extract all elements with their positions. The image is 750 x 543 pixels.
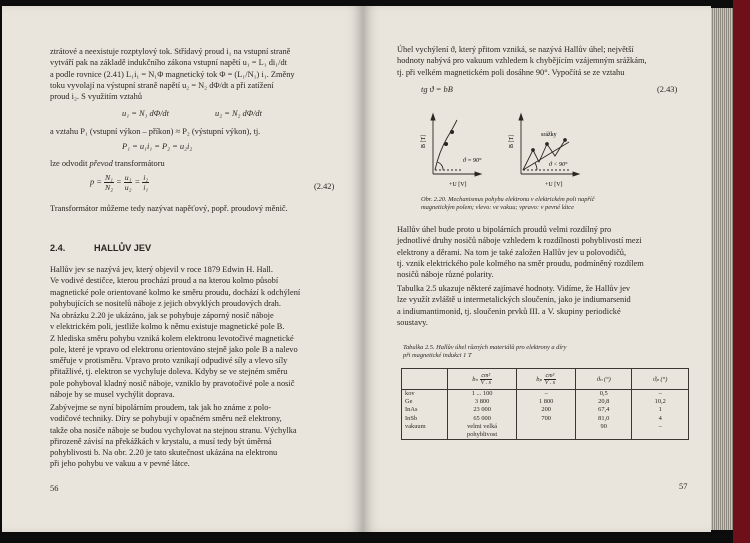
figure-caption (421, 196, 691, 213)
cell-theta-p: 4 (658, 414, 662, 422)
caption-line: Tabulka 2.5. Hallův úhel různých materiálů pro elektrony a díry (403, 344, 567, 351)
header-bp (517, 369, 576, 390)
caption-line: Obr. 2.20. Mechanismus pohybu elektronu v elektrickém poli napříč (421, 196, 595, 203)
electron-dot (444, 142, 447, 145)
text-line: při jeho pohybu ve vakuu a v pevné látce. (50, 459, 190, 469)
cell-theta-p: 10,2 (654, 398, 666, 406)
text-line: hodnoty nabývá pro vakuum vzhledem k chybějícím vzájemným srážkám, (397, 56, 647, 66)
text-line (50, 158, 346, 169)
text-line: Hallův jev se nazývá jev, který objevil v roce 1879 Edwin H. Hall. (50, 265, 273, 274)
axis-label-x: +U [V] (449, 182, 467, 188)
text-line: nosičů náboje různé polarity. (397, 270, 494, 280)
cell-material: Ge (405, 398, 413, 406)
text-line: přirozeně závisí na překážkách v krystalu, a musí tedy být úměrná (50, 436, 272, 446)
book-cover-spine (733, 0, 750, 543)
paragraph-power (50, 126, 346, 137)
arrow-head-icon (431, 114, 435, 120)
fraction-denominator: N₂ (105, 183, 113, 192)
cell-bn: pohyblivost (467, 431, 498, 439)
page-number: 57 (679, 482, 688, 491)
column-bp (517, 390, 576, 440)
text-line: Na obrázku 2.20 je ukázáno, jak se pohybuje záporný nosič náboje (50, 311, 274, 320)
hall-angle-table (401, 368, 689, 440)
derive-term: převod (89, 159, 113, 168)
angle-label-vacuum: ϑ = 90° (463, 158, 482, 164)
header-bn-symbol: bₙ (472, 375, 478, 383)
cell-theta-n: 20,8 (598, 398, 610, 406)
text-line: vodičové techniky. Díry se pohybují v opačném směru než elektrony, (50, 414, 282, 424)
text-line: pohyblivosti b. Na obr. 2.20 je tato skutečnost ukázána na elektronu (50, 448, 278, 458)
collision-dot (532, 149, 535, 152)
text-line: vytváří pak na základě indukčního zákona vstupní napětí u₁ = L₁ di₁/dt (50, 58, 287, 68)
angle-label-solid: ϑ < 90° (549, 162, 568, 168)
unit-fraction (544, 373, 556, 386)
text-line: Z hlediska směru pohybu vzniká kolem elektronu levotočivé magnetické (50, 333, 294, 343)
paragraph-hall-definition (50, 264, 346, 309)
cell-bn: velmi velká (467, 422, 498, 430)
text-line: soustavy. (397, 317, 428, 327)
unit-numerator: cm² (481, 372, 491, 379)
fraction-numerator: u₁ (124, 173, 132, 182)
text-line: Úhel vychýlení ϑ, který přitom vzniká, se nazývá Hallův úhel; největší (397, 45, 634, 54)
equation-number: (2.42) (314, 182, 335, 191)
fraction-denominator: u₂ (124, 183, 132, 192)
equals-sign: = (134, 177, 141, 187)
cell-material: InAs (405, 406, 418, 414)
cell-bn: 1 ... 100 (471, 390, 493, 397)
collision-dot (564, 139, 567, 142)
cell-material: InSb (405, 414, 418, 422)
electron-dot (450, 130, 453, 133)
fraction-denominator: i₁ (143, 183, 149, 192)
unit-denominator: V . s (544, 379, 556, 386)
text-line: pole, které je vpravo od elektronu orientováno stejně jako pole B a nalevo (50, 344, 298, 354)
paragraph-derive (50, 158, 346, 169)
fraction-i (142, 173, 149, 192)
column-bn (447, 390, 516, 440)
cell-bp: – (544, 390, 548, 397)
text-line: magnetické pole orientované kolmo ke směru proudu, dochází k odchýlení (50, 287, 301, 297)
paragraph-hall-angle (397, 44, 689, 78)
fraction-n (104, 173, 114, 192)
text-line: a podle rovnice (2.41) L₁i₁ = N₁Φ magnetický tok Φ = (L₁/N₁) i₁. Změny (50, 69, 295, 79)
paragraph-table-intro (397, 283, 689, 328)
table-header-row (402, 369, 689, 390)
cell-bn: 3 800 (474, 398, 490, 406)
ratio-lhs: p = (90, 177, 102, 187)
column-material (402, 390, 448, 440)
unit-fraction (480, 373, 492, 386)
paragraph-transformer-intro (50, 46, 346, 102)
text-line: v elektrickém poli, jestliže kolmo k němu existuje magnetické pole B. (50, 322, 285, 332)
text-line: lze využít zvláště u intermetalických sloučenin, jako je indiumarsenid (397, 295, 631, 305)
header-theta-n: ϑₙ (°) (576, 369, 632, 390)
cell-theta-n: 81,0 (598, 414, 610, 422)
cell-theta-n: 0,5 (599, 390, 608, 397)
derive-text-post: transformátoru (112, 159, 165, 168)
text-line: Tabulka 2.5 ukazuje některé zajímavé hodnoty. Vidíme, že Hallův jev (397, 284, 631, 293)
axis-label-y: B [T] (509, 134, 515, 148)
figure-hall-mechanism (419, 104, 599, 190)
cell-material: kov (405, 390, 415, 397)
equation-u1: u₁ = N₁ dΦ/dt (122, 109, 169, 118)
text-line: tj. při velkém magnetickém poli dosáhne 90°. Vypočítá se ze vztahu (397, 67, 625, 77)
fraction-numerator: i₂ (143, 173, 149, 182)
equation-ratio (90, 173, 149, 192)
unit-denominator: V . s (480, 379, 491, 386)
paragraph-figure-explanation (50, 310, 346, 400)
text-line: elektrony a děrami. Na tom je také založen Hallův jev u polovodičů, (397, 247, 627, 257)
section-title: HALLŮV JEV (94, 243, 152, 253)
text-line: jednotlivé druhy nosičů náboje vzhledem k rozdílnosti pohyblivostí mezi (397, 236, 642, 246)
cell-material: vakuum (405, 422, 426, 430)
page-edges (711, 8, 733, 530)
fraction-u (124, 173, 133, 192)
angle-arc (535, 163, 537, 170)
caption-line: magnetickým polem; vlevo: ve vakuu; vpravo: v pevné látce (421, 204, 574, 212)
header-bp-symbol: bₚ (536, 375, 543, 383)
cell-bp: 700 (541, 414, 551, 422)
text-line: Zabývejme se nyní bipolárním proudem, tak jak ho známe z polo- (50, 403, 272, 412)
cell-theta-n: 90 (600, 422, 607, 430)
arrow-head-icon (519, 114, 523, 120)
text-line: ztrátové a neexistuje rozptylový tok. Střídavý proud i₁ na vstupní straně (50, 47, 291, 56)
fraction-numerator: N₁ (105, 173, 113, 182)
cell-bp: 200 (541, 406, 551, 414)
text-line: a indiumantimonid, tj. sloučenin prvků III. a V. skupiny periodické (397, 306, 621, 316)
text-line: a vztahu P₁ (vstupní výkon – příkon) ≈ P₂ (výstupní výkon), tj. (50, 127, 261, 136)
derive-text-pre: lze odvodit (50, 159, 90, 168)
collision-label: srážky (541, 132, 557, 138)
cell-bn: 65 000 (473, 414, 491, 422)
cell-bn: 23 000 (473, 406, 491, 414)
collision-dot (546, 143, 549, 146)
cell-spacer (405, 431, 444, 439)
cell-theta-p: – (658, 422, 662, 430)
text-line: Transformátor můžeme tedy nazývat napěťový, popř. proudový měnič. (50, 204, 288, 213)
equation-number: (2.43) (657, 85, 678, 94)
text-line: pole pohyboval kladný nosič náboje, vzniklo by pravotočivé pole a nosič (50, 378, 295, 388)
caption-line: při magnetické indukci 1 T (403, 352, 472, 360)
paragraph-bipolar (50, 402, 346, 470)
header-material (402, 369, 448, 390)
paragraph-transformer-summary (50, 203, 346, 214)
arrow-head-icon (573, 172, 579, 176)
unit-numerator: cm² (545, 372, 555, 379)
left-page (2, 6, 363, 532)
cell-bp: 1 800 (538, 398, 554, 406)
text-line: Hallův úhel bude proto u bipolárních proudů velmi rozdílný pro (397, 225, 612, 234)
text-line: tj. vznik elektrického pole kolmého na směr proudu, podmíněný rozdílem (397, 258, 644, 268)
text-line: takže oba nosiče náboje se budou vychylovat na stejnou stranu. Výchylka (50, 425, 297, 435)
page-number: 56 (50, 484, 59, 493)
header-theta-p: ϑₚ (°) (632, 369, 689, 390)
axis-label-x: +U [V] (545, 182, 563, 188)
cell-theta-p: 1 (658, 406, 662, 414)
equals-sign: = (116, 177, 122, 187)
right-page (363, 6, 711, 532)
text-line: přitažlivé, tj. elektron se vychyluje doleva. Kdyby se ve stejném směru (50, 367, 288, 377)
text-line: směřuje v protisměru. Vpravo proto vznikají odpudivé síly a vlevo síly (50, 356, 288, 366)
column-theta-n (576, 390, 632, 440)
cell-theta-n: 67,4 (598, 406, 610, 414)
equation-power: P₁ = u₁i₁ = P₂ = u₂i₂ (122, 142, 193, 151)
text-line: proud i₂. S využitím vztahů (50, 92, 143, 102)
arrow-head-icon (475, 172, 481, 176)
table-caption (403, 344, 683, 361)
equation-hall: tg ϑ = bB (421, 85, 453, 94)
text-line: pohybujících se nositelů náboje z jejich obvyklých proudových drah. (50, 298, 281, 308)
column-theta-p (632, 390, 689, 440)
text-line: náboje by se musel vychýlit doprava. (50, 390, 175, 400)
axis-label-y: B [T] (421, 134, 427, 148)
angle-arc (437, 162, 443, 170)
paragraph-bipolar-angle (397, 224, 689, 280)
header-bn (447, 369, 516, 390)
table-body-row (402, 390, 689, 440)
equation-u2: u₂ = N₂ dΦ/dt (215, 109, 262, 118)
cell-theta-p: – (658, 390, 662, 397)
section-number: 2.4. (50, 243, 66, 253)
text-line: toku vyvolají na výstupní straně napětí u₂ = N₂ dΦ/dt a při zatížení (50, 80, 274, 90)
text-line: Ve vodivé destičce, kterou prochází proud a na kterou kolmo působí (50, 276, 279, 286)
